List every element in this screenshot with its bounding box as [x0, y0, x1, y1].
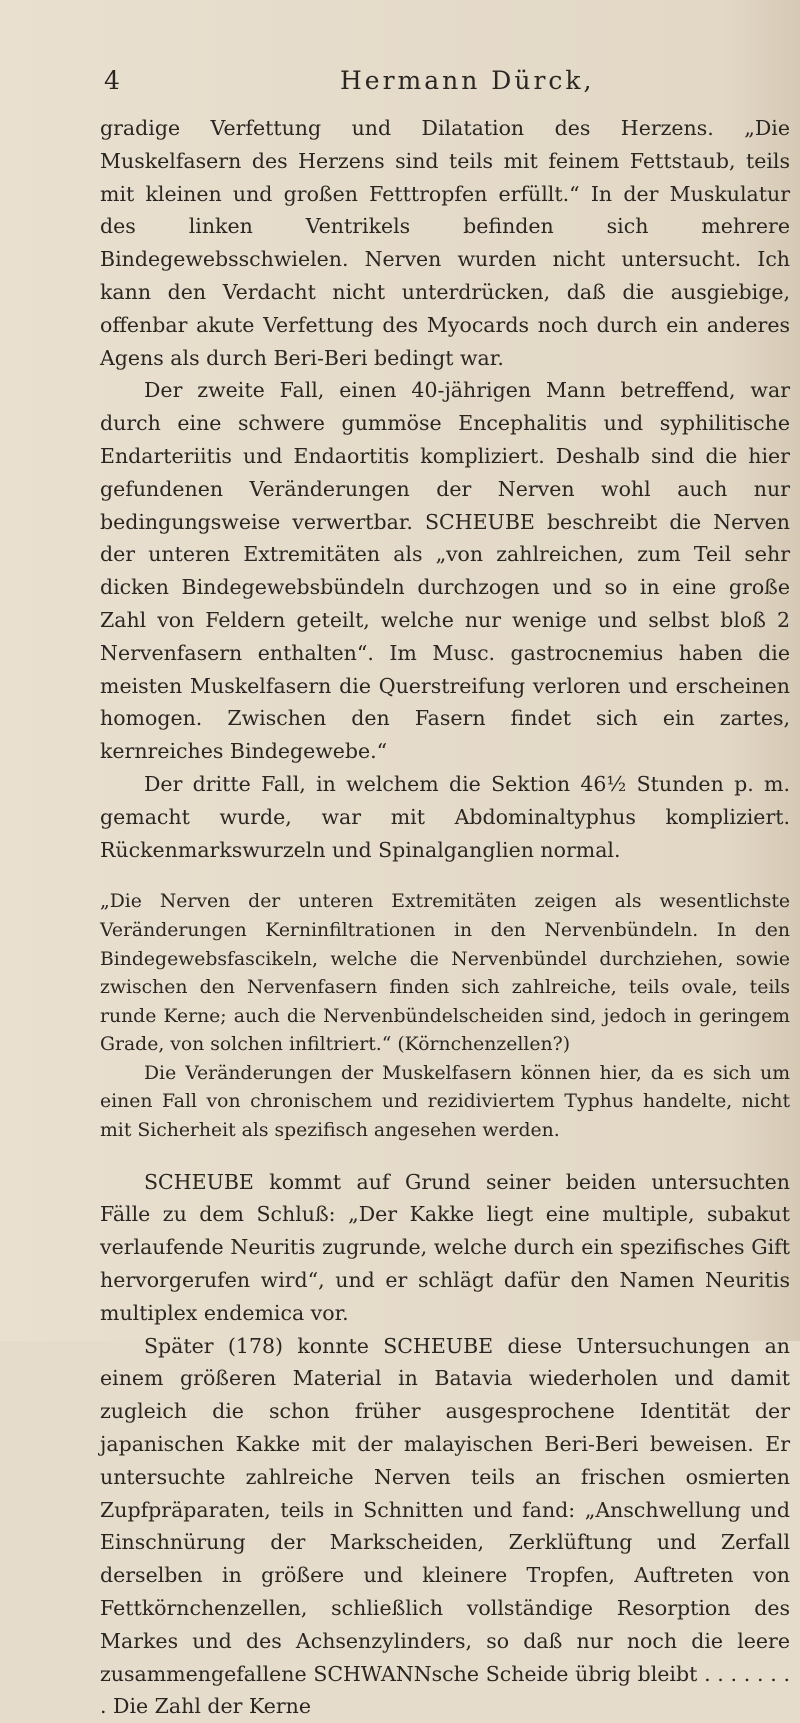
quote-paragraph-2: Die Veränderungen der Muskelfasern können hier, da es sich um einen Fall von chronischem und rezidiviertem Typhus handelte, nicht mit Sicherheit als spezifisch angesehen werden.	[100, 1062, 790, 1142]
quote-paragraph-1: „Die Nerven der unteren Extremitäten zeigen als wesentlichste Veränderungen Kerninfiltrationen in den Nervenbündeln. In den Bindegewebsfascikeln, welche die Nervenbündel durchziehen, sowie zwischen den Nervenfasern finden sich zahlreiche, teils ovale, teils runde Kerne; auch die Nervenbündelscheiden sind, jedoch in geringem Grade, von solchen infiltriert.“ (Körnchenzellen?)	[100, 891, 790, 1056]
page-header	[100, 66, 740, 100]
paragraph-3: Der dritte Fall, in welchem die Sektion 46½ Stunden p. m. gemacht wurde, war mit Abdominaltyphus kompliziert. Rückenmarkswurzeln und Spinalganglien normal.	[100, 771, 790, 862]
running-head: Hermann Dürck,	[340, 66, 595, 95]
paragraph-4: SCHEUBE kommt auf Grund seiner beiden untersuchten Fälle zu dem Schluß: „Der Kakke liegt eine multiple, subakut verlaufende Neuritis zugrunde, welche durch ein spezifisches Gift hervorgerufen wird“, und er schlägt dafür den Namen Neuritis multiplex endemica vor.	[100, 1169, 790, 1325]
paragraph-2: Der zweite Fall, einen 40-jährigen Mann betreffend, war durch eine schwere gummöse Encephalitis und syphilitische Endarteriitis und Endaortitis kompliziert. Deshalb sind die hier gefundenen Veränderungen der Nerven wohl auch nur bedingungsweise verwertbar. SCHEUBE beschreibt die Nerven der unteren Extremitäten als „von zahlreichen, zum Teil sehr dicken Bindegewebsbündeln durchzogen und so in eine große Zahl von Feldern geteilt, welche nur wenige und selbst bloß 2 Nervenfasern enthalten“. Im Musc. gastrocnemius haben die meisten Muskelfasern die Querstreifung verloren und erscheinen homogen. Zwischen den Fasern findet sich ein zartes, kernreiches Bindegewebe.“	[100, 378, 790, 764]
paragraph-1: gradige Verfettung und Dilatation des Herzens. „Die Muskelfasern des Herzens sind teils mit feinem Fettstaub, teils mit kleinen und großen Fetttropfen erfüllt.“ In der Muskulatur des linken Ventrikels befinden sich mehrere Bindegewebsschwielen. Nerven wurden nicht untersucht. Ich kann den Verdacht nicht unterdrücken, daß die ausgiebige, offenbar akute Verfettung des Myocards noch durch ein anderes Agens als durch Beri-Beri bedingt war.	[100, 116, 790, 370]
paragraph-5: Später (178) konnte SCHEUBE diese Untersuchungen an einem größeren Material in Batavia wiederholen und damit zugleich die schon früher ausgesprochene Identität der japanischen Kakke mit der malayischen Beri-Beri beweisen. Er untersuchte zahlreiche Nerven teils an frischen osmierten Zupfpräparaten, teils in Schnitten und fand: „Anschwellung und Einschnürung der Markscheiden, Zerklüftung und Zerfall derselben in größere und kleinere Tropfen, Auftreten von Fettkörnchenzellen, schließlich vollständige Resorption des Markes und des Achsenzylinders, so daß nur noch die leere zusammengefallene SCHWANNsche Scheide übrig bleibt . . . . . . . . Die Zahl der Kerne	[100, 1333, 790, 1719]
body-text	[100, 112, 790, 1723]
page-number: 4	[104, 66, 120, 95]
